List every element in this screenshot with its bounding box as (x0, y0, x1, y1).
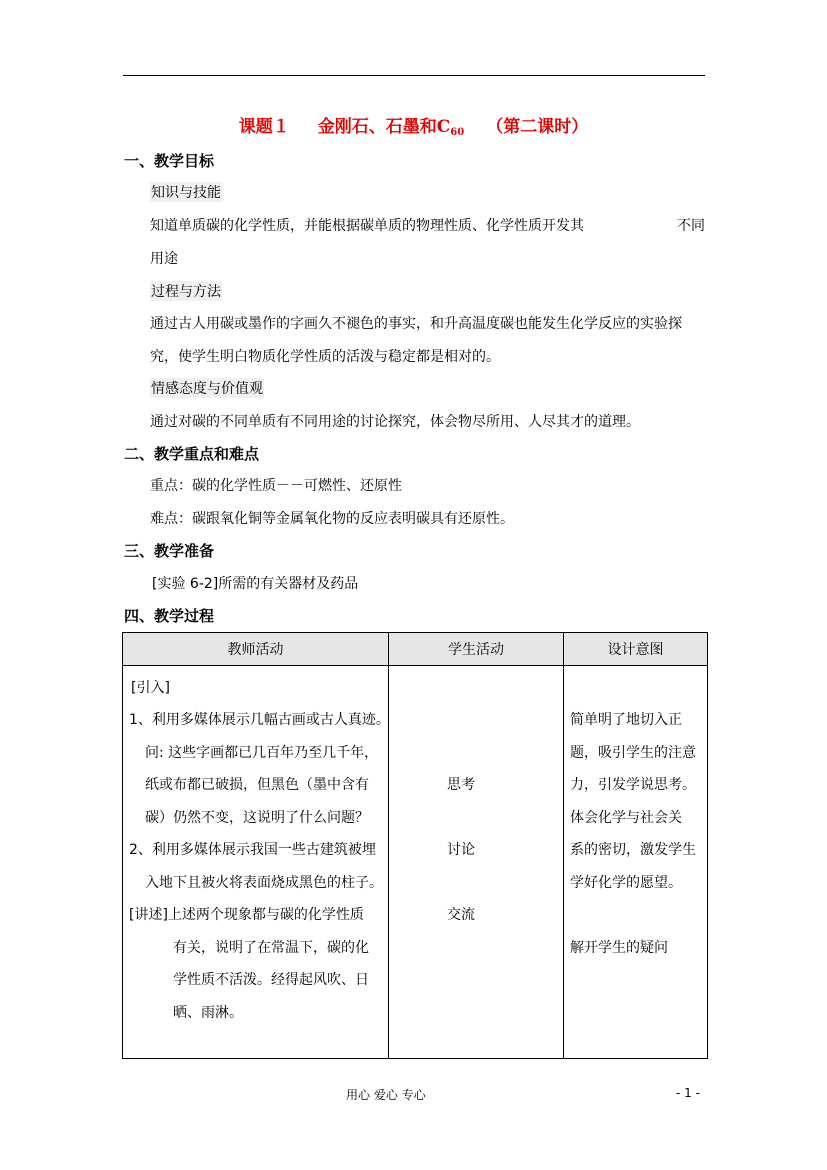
teacher-line: 有关，说明了在常温下，碳的化 (173, 940, 369, 956)
difficulty-line: 难点：碳跟氧化铜等金属氧化物的反应表明碳具有还原性。 (150, 511, 514, 527)
title-subscript: 60 (450, 127, 465, 138)
header-student: 学生活动 (389, 633, 564, 666)
teacher-line: 问: 这些字画都已几百年乃至几千年， (145, 745, 379, 761)
teacher-activity-cell (123, 666, 389, 1059)
teacher-line: 学性质不活泼。经得起风吹、日 (173, 972, 369, 988)
page-number: - 1 - (676, 1086, 700, 1100)
label-knowledge: 知识与技能 (150, 182, 222, 202)
header-design: 设计意图 (564, 633, 708, 666)
student-line: 思考 (447, 777, 475, 793)
preparation-line: [实验 6-2]所需的有关器材及药品 (152, 576, 359, 592)
title-lesson-number: 课题１ (238, 117, 290, 137)
key-point-line: 重点：碳的化学性质－－可燃性、还原性 (150, 478, 402, 494)
table-row (123, 666, 708, 1059)
knowledge-line-1-right: 不同 (677, 218, 705, 234)
emotion-line-1: 通过对碳的不同单质有不同用途的讨论探究，体会物尽所用、人尽其才的道理。 (150, 414, 640, 430)
page-title (0, 112, 827, 138)
design-line: 题，吸引学生的注意 (570, 745, 696, 761)
teacher-line: [讲述]上述两个现象都与碳的化学性质 (129, 907, 364, 923)
teacher-line: [引入] (131, 680, 170, 696)
teacher-line: 2、利用多媒体展示我国一些古建筑被埋 (129, 842, 376, 858)
footer-motto: 用心 爱心 专心 (346, 1088, 426, 1102)
design-line: 学好化学的愿望。 (570, 875, 682, 891)
teacher-line: 1、利用多媒体展示几幅古画或古人真迹。 (129, 712, 390, 728)
student-line: 交流 (447, 907, 475, 923)
teacher-line: 入地下且被火将表面烧成黑色的柱子。 (145, 875, 383, 891)
header-rule (123, 75, 705, 76)
section-heading-objectives: 一、教学目标 (124, 152, 215, 170)
design-line: 力，引发学说思考。 (570, 777, 696, 793)
student-line: 讨论 (447, 842, 475, 858)
section-heading-process: 四、教学过程 (124, 607, 215, 625)
header-teacher: 教师活动 (123, 633, 389, 666)
design-line: 简单明了地切入正 (570, 712, 682, 728)
section-heading-key-points: 二、教学重点和难点 (124, 445, 260, 463)
label-emotion: 情感态度与价值观 (150, 378, 264, 398)
table-header-row (123, 633, 708, 666)
student-activity-cell (389, 666, 564, 1059)
section-heading-preparation: 三、教学准备 (124, 542, 215, 560)
process-line-2: 究，使学生明白物质化学性质的活泼与稳定都是相对的。 (150, 349, 500, 365)
teacher-line: 碳）仍然不变，这说明了什么问题？ (145, 810, 369, 826)
design-intent-cell (564, 666, 708, 1059)
process-line-1: 通过古人用碳或墨作的字画久不褪色的事实，和升高温度碳也能发生化学反应的实验探 (150, 316, 682, 332)
title-topic: 金刚石、石墨和C (317, 117, 451, 137)
title-period: （第二课时） (486, 117, 589, 137)
teacher-line: 晒、雨淋。 (173, 1005, 243, 1021)
design-line: 系的密切，激发学生 (570, 842, 696, 858)
design-line: 解开学生的疑问 (570, 940, 668, 956)
teacher-line: 纸或布都已破损，但黑色（墨中含有 (145, 777, 369, 793)
teaching-process-table (122, 632, 708, 1059)
knowledge-line-2: 用途 (150, 251, 178, 267)
design-line: 体会化学与社会关 (570, 810, 682, 826)
label-process: 过程与方法 (150, 281, 222, 301)
knowledge-line-1: 知道单质碳的化学性质，并能根据碳单质的物理性质、化学性质开发其 (150, 218, 584, 234)
